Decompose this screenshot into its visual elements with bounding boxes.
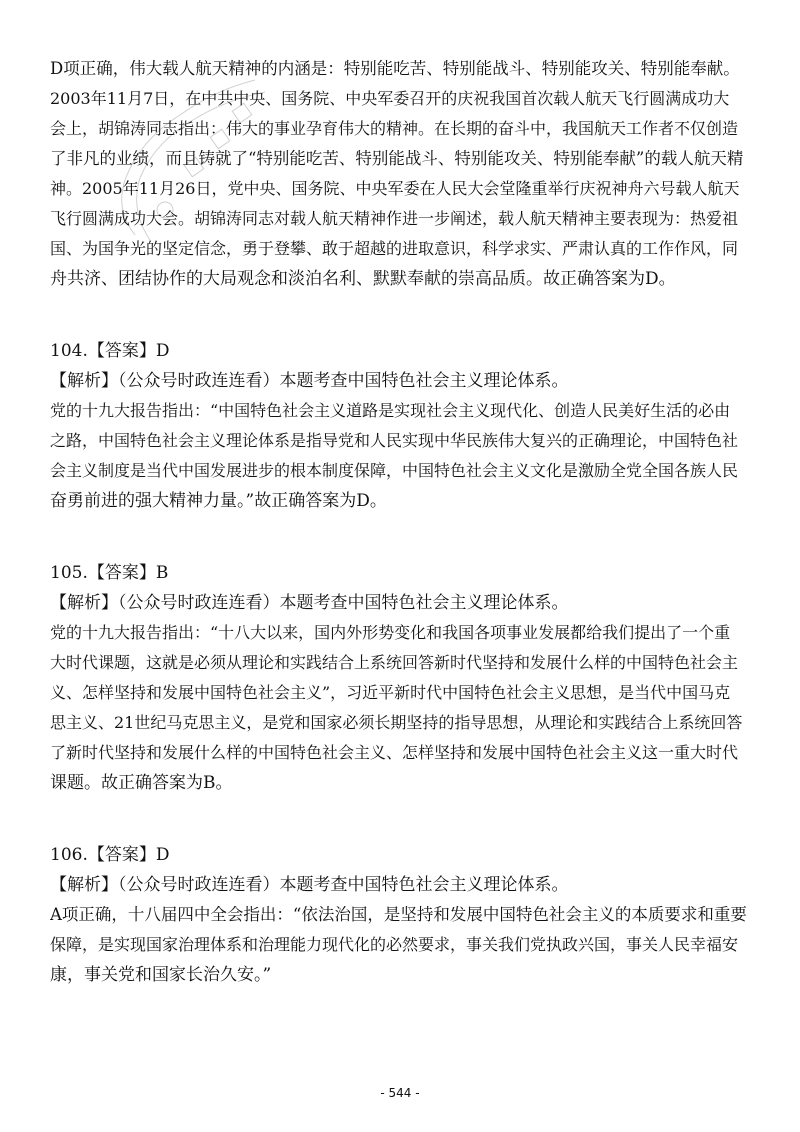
text-line: A项正确，十八届四中全会指出：“依法治国，是坚持和发展中国特色社会主义的本质要求和重要 (50, 905, 747, 924)
answer-heading: 105.【答案】B (50, 563, 169, 583)
text-line: 了新时代坚持和发展什么样的中国特色社会主义、怎样坚持和发展中国特色社会主义这一重大时代 (50, 743, 739, 762)
text-line: 国、为国争光的坚定信念，勇于登攀、敢于超越的进取意识，科学求实、严肃认真的工作作风，同 (50, 239, 739, 258)
text-line: 神。2005年11月26日，党中央、国务院、中央军委在人民大会堂隆重举行庆祝神舟六号载人航天 (50, 179, 740, 198)
text-line: 会上，胡锦涛同志指出：伟大的事业孕育伟大的精神。在长期的奋斗中，我国航天工作者不仅创造 (50, 119, 739, 138)
text-line: D项正确，伟大载人航天精神的内涵是：特别能吃苦、特别能战斗、特别能攻关、特别能奉献。 (50, 59, 740, 78)
analysis-line: 【解析】（公众号时政连连看）本题考查中国特色社会主义理论体系。 (50, 875, 569, 895)
text-line: 党的十九大报告指出：“中国特色社会主义道路是实现社会主义现代化、创造人民美好生活的必由 (50, 401, 731, 420)
text-line: 会主义制度是当代中国发展进步的根本制度保障，中国特色社会主义文化是激励全党全国各族人民 (50, 461, 739, 480)
text-line: 思主义、21世纪马克思主义，是党和国家必须长期坚持的指导思想，从理论和实践结合上系统回答 (50, 713, 743, 732)
text-line: 之路，中国特色社会主义理论体系是指导党和人民实现中华民族伟大复兴的正确理论，中国特色社 (50, 431, 739, 450)
analysis-line: 【解析】（公众号时政连连看）本题考查中国特色社会主义理论体系。 (50, 593, 569, 613)
text-line: 课题。故正确答案为B。 (50, 773, 233, 793)
text-line: 大时代课题，这就是必须从理论和实践结合上系统回答新时代坚持和发展什么样的中国特色社会主 (50, 653, 739, 672)
analysis-line: 【解析】（公众号时政连连看）本题考查中国特色社会主义理论体系。 (50, 371, 569, 391)
text-line: 奋勇前进的强大精神力量。”故正确答案为D。 (50, 491, 387, 511)
text-line: 飞行圆满成功大会。胡锦涛同志对载人航天精神作进一步阐述，载人航天精神主要表现为：热爱祖 (50, 209, 739, 228)
page-number: - 544 - (380, 1086, 420, 1100)
text-line: 党的十九大报告指出：“十八大以来，国内外形势变化和我国各项事业发展都给我们提出了一个重 (50, 623, 731, 642)
text-line: 舟共济、团结协作的大局观念和淡泊名利、默默奉献的崇高品质。故正确答案为D。 (50, 269, 676, 289)
text-line: 保障，是实现国家治理体系和治理能力现代化的必然要求，事关我们党执政兴国，事关人民幸福安 (50, 935, 739, 954)
answer-heading: 104.【答案】D (50, 341, 170, 361)
answer-heading: 106.【答案】D (50, 845, 170, 865)
text-line: 2003年11月7日，在中共中央、国务院、中央军委召开的庆祝我国首次载人航天飞行圆满成功大 (50, 89, 730, 108)
text-line: 康，事关党和国家长治久安。” (50, 965, 272, 985)
text-line: 义、怎样坚持和发展中国特色社会主义”，习近平新时代中国特色社会主义思想，是当代中国马克 (50, 683, 731, 702)
text-line: 了非凡的业绩，而且铸就了“特别能吃苦、特别能战斗、特别能攻关、特别能奉献”的载人航天精 (50, 149, 744, 168)
